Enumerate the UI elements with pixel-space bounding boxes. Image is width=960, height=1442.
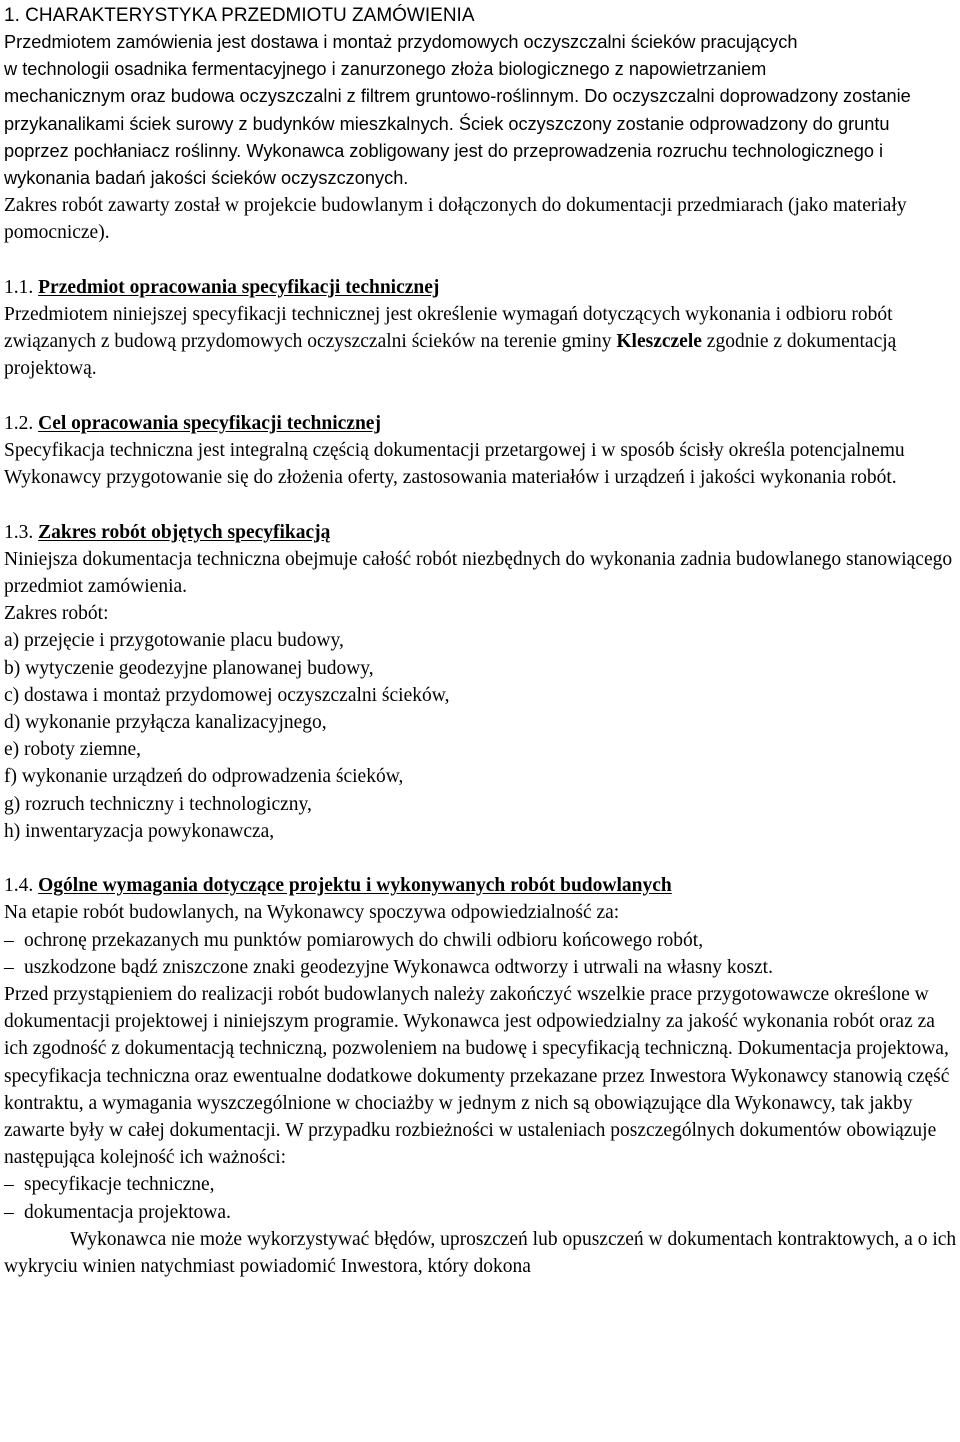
scope-list <box>4 627 958 845</box>
intro-serif-text-1: Do oczyszczalni doprowadzony zostanie przykanalikami ściek surowy z budynków mieszkalnych. Ściek oczyszczony zostanie odprowadzony do gruntu poprzez pochłaniacz roślinny. <box>4 86 911 161</box>
spacer <box>4 491 958 518</box>
spacer <box>4 845 958 872</box>
list-item: f) wykonanie urządzeń do odprowadzenia ścieków, <box>4 766 404 788</box>
list-item <box>4 1199 958 1226</box>
gmina-name: Kleszczele <box>616 331 702 353</box>
spacer <box>4 383 958 410</box>
dash-bullet: – <box>4 929 14 951</box>
section-1-4-number: 1.4. <box>4 875 34 897</box>
precedence-list <box>4 1171 958 1225</box>
section-1-3-text: Niniejsza dokumentacja techniczna obejmuje całość robót niezbędnych do wykonania zadnia budowlanego stanowiącego przedmiot zamówienia. <box>4 548 953 598</box>
list-item-text: specyfikacje techniczne, <box>24 1174 215 1196</box>
section-1-2-number: 1.2. <box>4 412 34 434</box>
section-1-3-heading <box>4 519 958 546</box>
spacer <box>4 247 958 274</box>
dash-bullet: – <box>4 956 14 978</box>
scope-list-label: Zakres robót: <box>4 603 109 625</box>
section-1-3-number: 1.3. <box>4 521 34 543</box>
list-item <box>4 1171 958 1198</box>
list-item: h) inwentaryzacja powykonawcza, <box>4 820 275 842</box>
list-item: e) roboty ziemne, <box>4 739 141 761</box>
dash-bullet: – <box>4 1201 14 1223</box>
section-1-intro <box>4 29 958 192</box>
list-item: g) rozruch techniczny i technologiczny, <box>4 793 312 815</box>
section-1-1-text <box>4 301 958 383</box>
dash-bullet: – <box>4 1174 14 1196</box>
section-1-4-intro: Na etapie robót budowlanych, na Wykonawcy spoczywa odpowiedzialność za: <box>4 902 620 924</box>
intro-line-3-text: mechanicznym oraz budowa oczyszczalni z filtrem gruntowo-roślinnym. <box>4 86 580 107</box>
section-1-4-title: Ogólne wymagania dotyczące projektu i wykonywanych robót budowlanych <box>38 875 672 897</box>
section-1-1-title: Przedmiot opracowania specyfikacji technicznej <box>38 276 440 298</box>
section-1-2-heading <box>4 410 958 437</box>
section-1-1-heading <box>4 274 958 301</box>
list-item <box>4 954 958 981</box>
intro-sans-text-2: Wykonawca <box>246 140 345 161</box>
intro-line-1: Przedmiotem zamówienia jest dostawa i montaż przydomowych oczyszczalni ścieków pracujących <box>4 32 798 52</box>
intro-line-2: w technologii osadnika fermentacyjnego i zanurzonego złoża biologicznego z napowietrzaniem <box>4 59 767 80</box>
list-item-text: dokumentacja projektowa. <box>24 1201 231 1223</box>
responsibility-list <box>4 927 958 981</box>
section-1-1-number: 1.1. <box>4 276 34 298</box>
list-item: c) dostawa i montaż przydomowej oczyszczalni ścieków, <box>4 684 450 706</box>
list-item: a) przejęcie i przygotowanie placu budowy, <box>4 630 344 652</box>
list-item: b) wytyczenie geodezyjne planowanej budowy, <box>4 657 374 679</box>
section-1-4-heading <box>4 872 958 899</box>
section-1-heading: 1. CHARAKTERYSTYKA PRZEDMIOTU ZAMÓWIENIA <box>4 5 475 26</box>
section-1-3-title: Zakres robót objętych specyfikacją <box>38 521 331 543</box>
section-1-1-text-a: Przedmiotem niniejszej specyfikacji technicznej jest określenie wymagań dotyczących wykonania i odbioru robót związanych z budową przydomowych oczyszczalni ścieków na terenie gminy <box>4 304 893 353</box>
section-1-2-text: Specyfikacja techniczna jest integralną częścią dokumentacji przetargowej i w sposób ścisły określa potencjalnemu Wykonawcy przygotowanie się do złożenia oferty, zastosowania materiałów i urządzeń i jakości wykonania robót. <box>4 440 905 489</box>
list-item-text: uszkodzone bądź zniszczone znaki geodezyjne Wykonawca odtworzy i utrwali na własny koszt. <box>24 956 773 978</box>
intro-line-3 <box>4 86 584 106</box>
intro-serif-text-2: zobligowany jest do przeprowadzenia rozruchu technologicznego i wykonania badań jakości ścieków oczyszczonych. <box>4 140 884 189</box>
document-page <box>4 2 958 1280</box>
section-1-1-text-b: zgodnie z dokumentacją projektową. <box>4 331 897 380</box>
scope-text: Zakres robót zawarty został w projekcie budowlanym i dołączonych do dokumentacji przedmiarach (jako materiały pomocnicze). <box>4 195 907 244</box>
section-1-2-title: Cel opracowania specyfikacji technicznej <box>38 412 381 434</box>
list-item-text: ochronę przekazanych mu punktów pomiarowych do chwili odbioru końcowego robót, <box>24 929 704 951</box>
list-item <box>4 927 958 954</box>
section-1-4-closing: Wykonawca nie może wykorzystywać błędów, uproszczeń lub opuszczeń w dokumentach kontraktowych, a o ich wykryciu winien natychmiast powiadomić Inwestora, który dokona <box>4 1228 957 1278</box>
section-1-4-paragraph: Przed przystąpieniem do realizacji robót budowlanych należy zakończyć wszelkie prace przygotowawcze określone w dokumentacji projektowej i niniejszym programie. Wykonawca jest odpowiedzialny za jakość wykonania robót oraz za ich zgodność z dokumentacją techniczną, pozwoleniem na budowę i specyfikacją techniczną. Dokumentacja projektowa, specyfikacja techniczna oraz ewentualne dodatkowe dokumenty przekazane przez Inwestora Wykonawcy stanowią część kontraktu, a wymagania wyszczególnione w chociażby w jednym z nich są obowiązujące dla Wykonawcy, tak jakby zawarte były w całej dokumentacji. W przypadku rozbieżności w ustaleniach poszczególnych dokumentów obowiązuje następująca kolejność ich ważności: <box>4 984 950 1169</box>
list-item: d) wykonanie przyłącza kanalizacyjnego, <box>4 712 327 734</box>
